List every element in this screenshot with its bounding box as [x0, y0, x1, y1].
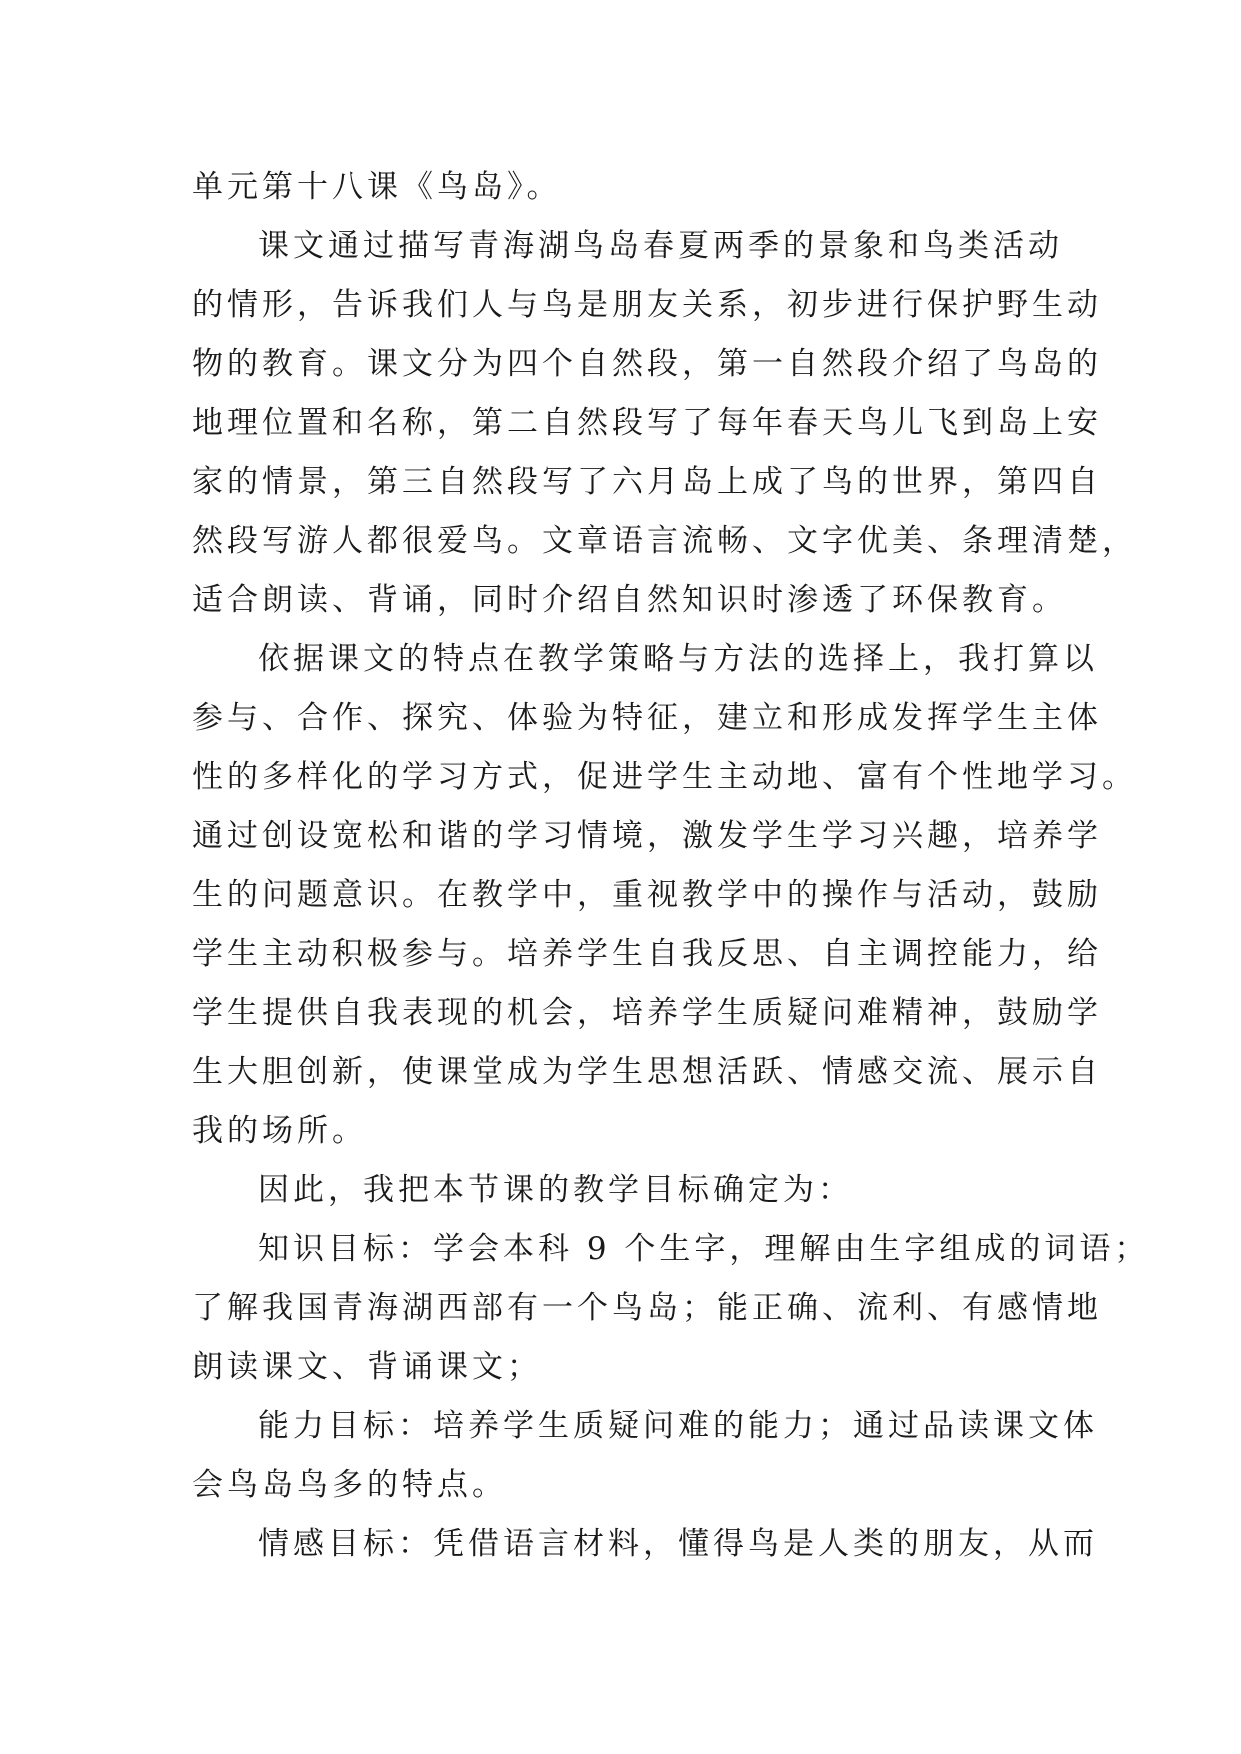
text-line: 生大胆创新，使课堂成为学生思想活跃、情感交流、展示自 — [192, 1054, 1102, 1090]
paragraph-knowledge-objective — [192, 1220, 1150, 1397]
paragraph-emotion-objective — [192, 1515, 1098, 1574]
text-line: 课文通过描写青海湖鸟岛春夏两季的景象和鸟类活动 — [258, 228, 1063, 264]
text-line: 学生提供自我表现的机会，培养学生质疑问难精神，鼓励学 — [192, 995, 1102, 1031]
paragraph-lesson-title — [192, 158, 1049, 217]
text-line: 参与、合作、探究、体验为特征，建立和形成发挥学生主体 — [192, 700, 1102, 736]
text-line: 家的情景，第三自然段写了六月岛上成了鸟的世界，第四自 — [192, 464, 1102, 500]
text-line: 朗读课文、背诵课文； — [192, 1349, 542, 1385]
text-line: 我的场所。 — [192, 1113, 367, 1149]
text-line: 性的多样化的学习方式，促进学生主动地、富有个性地学习。 — [192, 759, 1137, 795]
document-body — [192, 158, 1150, 1574]
text-line: 生的问题意识。在教学中，重视教学中的操作与活动，鼓励 — [192, 877, 1102, 913]
text-line: 通过创设宽松和谐的学习情境，激发学生学习兴趣，培养学 — [192, 818, 1102, 854]
paragraph-teaching-strategy — [192, 630, 1137, 1161]
text-line: 因此，我把本节课的教学目标确定为： — [258, 1172, 853, 1208]
paragraph-ability-objective — [192, 1397, 1098, 1515]
text-line: 会鸟岛鸟多的特点。 — [192, 1467, 507, 1503]
text-line: 的情形，告诉我们人与鸟是朋友关系，初步进行保护野生动 — [192, 287, 1102, 323]
text-line: 知识目标：学会本科 9 个生字，理解由生字组成的词语； — [258, 1231, 1150, 1267]
text-line: 物的教育。课文分为四个自然段，第一自然段介绍了鸟岛的 — [192, 346, 1102, 382]
text-line: 单元第十八课《鸟岛》。 — [192, 169, 562, 205]
text-line: 然段写游人都很爱鸟。文章语言流畅、文字优美、条理清楚， — [192, 523, 1137, 559]
text-line: 地理位置和名称，第二自然段写了每年春天鸟儿飞到岛上安 — [192, 405, 1102, 441]
text-line: 了解我国青海湖西部有一个鸟岛；能正确、流利、有感情地 — [192, 1290, 1102, 1326]
paragraph-text-summary — [192, 217, 1137, 630]
paragraph-objectives-intro — [192, 1161, 1049, 1220]
text-line: 情感目标：凭借语言材料，懂得鸟是人类的朋友，从而 — [258, 1526, 1098, 1562]
text-line: 能力目标：培养学生质疑问难的能力；通过品读课文体 — [258, 1408, 1098, 1444]
text-line: 依据课文的特点在教学策略与方法的选择上，我打算以 — [258, 641, 1098, 677]
text-line: 学生主动积极参与。培养学生自我反思、自主调控能力，给 — [192, 936, 1102, 972]
text-line: 适合朗读、背诵，同时介绍自然知识时渗透了环保教育。 — [192, 582, 1067, 618]
